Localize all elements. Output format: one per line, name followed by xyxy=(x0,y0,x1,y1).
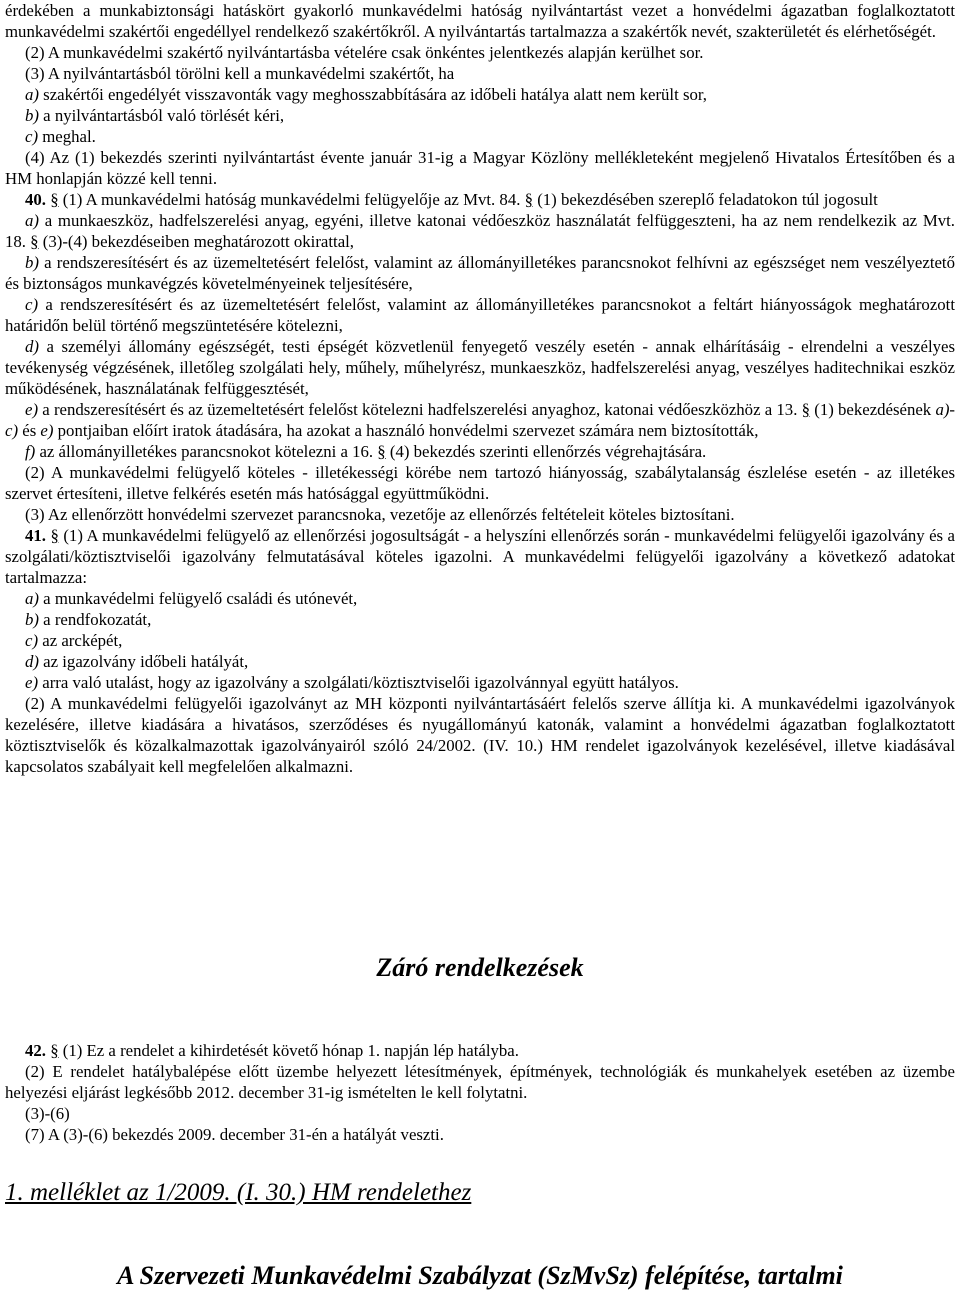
section-41 xyxy=(5,525,955,588)
list-item xyxy=(5,651,955,672)
item-text: a személyi állomány egészségét, testi épségét közvetlenül fenyegető veszély esetén - annak elhárításáig - elrendelni a veszélyes tevékenység végzésének, illetőleg szolgálati hely, műhely, műhelyrész, munkaeszköz, hadfelszerelési anyag, veszélyes haditechnikai eszköz működésének, használatának felfüggesztését, xyxy=(5,337,955,398)
section-sign[interactable]: § xyxy=(801,400,811,419)
paragraph: (2) E rendelet hatálybalépése előtt üzembe helyezett létesítmények, építmények, technológiák és munkahelyek esetében az üzembe helyezési eljárást legkésőbb 2012. december 31-ig ismételten le kell folytatni. xyxy=(5,1062,955,1102)
item-text: az állományilletékes parancsnokot kötelezni a 16. xyxy=(35,442,378,461)
list-item xyxy=(5,336,955,399)
section-text: (1) A munkavédelmi hatóság munkavédelmi felügyelője az Mvt. 84. xyxy=(58,190,525,209)
item-label: a) xyxy=(25,85,39,104)
list-item xyxy=(5,210,955,252)
item-text: a rendszeresítésért és az üzemeltetésért felelőst, valamint az állományilletékes parancsnokot a feltárt hiányosságok meghatározott határidőn belül történő megszüntetésére kötelezni, xyxy=(5,295,955,335)
paragraph xyxy=(5,1040,955,1061)
item-text: (4) bekezdés szerinti ellenőrzés végrehajtására. xyxy=(385,442,707,461)
section-number: 40. xyxy=(25,190,46,209)
section-42 xyxy=(5,1040,955,1145)
section-sign[interactable]: § xyxy=(524,190,533,209)
list-item xyxy=(5,84,955,105)
list-item xyxy=(5,588,955,609)
item-label: b) xyxy=(25,253,39,272)
paragraph: (3) Az ellenőrzött honvédelmi szervezet parancsnoka, vezetője az ellenőrzés feltételeit köteles biztosítani. xyxy=(25,505,735,524)
item-label: a) xyxy=(25,589,39,608)
section-text: (1) Ez a rendelet a kihirdetését követő hónap 1. napján lép hatályba. xyxy=(58,1041,519,1060)
item-text: a munkavédelmi felügyelő családi és utónevét, xyxy=(38,589,358,608)
section-number: 42. xyxy=(25,1041,46,1060)
section-text: (1) bekezdésében szereplő feladatokon túl jogosult xyxy=(533,190,878,209)
item-text: a rendfokozatát, xyxy=(38,610,152,629)
item-text: szakértői engedélyét visszavonták vagy meghosszabbítására az időbeli hatálya alatt nem került sor, xyxy=(38,85,707,104)
list-item xyxy=(5,609,955,630)
section-text: (1) A munkavédelmi felügyelő az ellenőrzési jogosultságát - a helyszíni ellenőrzés során - munkavédelmi felügyelői igazolvány és a szolgálati/köztisztviselői igazolvány felmutatásával köteles igazolni. A munkavédelmi felügyelői igazolvány a következő adatokat tartalmazza: xyxy=(5,526,955,587)
paragraph: (7) A (3)-(6) bekezdés 2009. december 31-én a hatályát veszti. xyxy=(25,1125,444,1144)
item-text: pontjaiban előírt iratok átadására, ha azokat a használó honvédelmi szervezet számára nem biztosították, xyxy=(53,421,759,440)
item-text: meghal. xyxy=(38,127,96,146)
item-text: az igazolvány időbeli hatályát, xyxy=(38,652,249,671)
section-sign[interactable]: § xyxy=(30,232,39,251)
section-sign[interactable]: § xyxy=(50,190,59,209)
annex-heading: A Szervezeti Munkavédelmi Szabályzat (SzMvSz) felépítése, tartalmi xyxy=(117,1261,843,1290)
item-text: (3)-(4) bekezdéseiben meghatározott okirattal, xyxy=(38,232,354,251)
annex-title-link[interactable]: 1. melléklet az 1/2009. (I. 30.) HM rendelethez xyxy=(5,1179,472,1206)
item-text: az arcképét, xyxy=(38,631,123,650)
item-label: c) xyxy=(25,295,39,314)
item-text: a nyilvántartásból való törlését kéri, xyxy=(38,106,285,125)
item-label: c) xyxy=(25,631,39,650)
section-sign[interactable]: § xyxy=(50,1041,59,1060)
item-label: b) xyxy=(25,106,39,125)
paragraph: (3) A nyilvántartásból törölni kell a munkavédelmi szakértőt, ha xyxy=(25,64,455,83)
list-item xyxy=(5,630,955,651)
item-ref: e) xyxy=(40,421,54,440)
item-text: (1) bekezdésének xyxy=(810,400,936,419)
item-label: e) xyxy=(25,673,39,692)
section-sign[interactable]: § xyxy=(377,442,386,461)
item-label: e) xyxy=(25,400,39,419)
item-text: arra való utalást, hogy az igazolvány a szolgálati/köztisztviselői igazolvánnyal együtt hatályos. xyxy=(38,673,679,692)
paragraph: (3)-(6) xyxy=(25,1104,70,1123)
section-sign[interactable]: § xyxy=(50,526,59,545)
list-item xyxy=(5,399,955,441)
paragraph: érdekében a munkabiztonsági hatáskört gyakorló munkavédelmi hatóság nyilvántartást vezet a honvédelmi ágazatban foglalkoztatott munkavédelmi szakértői engedéllyel rendelkező szakértőkről. A nyilvántartás tartalmazza a szakértők nevét, szakterületét és elérhetőségét. xyxy=(5,1,955,41)
list-item xyxy=(5,672,955,693)
section-40 xyxy=(5,189,955,210)
item-label: c) xyxy=(25,127,39,146)
document-page xyxy=(5,0,956,1290)
list-item xyxy=(5,294,955,336)
section-heading-closing: Záró rendelkezések xyxy=(376,953,584,982)
item-text: a munkaeszköz, hadfelszerelési anyag, egyéni, illetve katonai védőeszköz használatát felfüggeszteni, ha az nem rendelkezik az Mvt. 18. xyxy=(5,211,955,251)
section-number: 41. xyxy=(25,526,46,545)
item-ref: a)-c) xyxy=(5,400,956,440)
list-item xyxy=(5,105,955,126)
paragraph: (4) Az (1) bekezdés szerinti nyilvántartást évente január 31-ig a Magyar Közlöny mellékleteként megjelenő Hivatalos Értesítőben és a HM honlapján közzé kell tenni. xyxy=(5,148,955,188)
item-text: a rendszeresítésért és az üzemeltetésért felelőst, valamint az állományilletékes parancsnokot felhívni az egészséget nem veszélyeztető és biztonságos munkavégzés követelményeinek teljesítésére, xyxy=(5,253,955,293)
list-item xyxy=(5,252,955,294)
item-label: f) xyxy=(25,442,36,461)
list-item xyxy=(5,126,955,147)
paragraph: (2) A munkavédelmi felügyelő köteles - illetékességi körébe nem tartozó hiányosság, szabálytalanság észlelése esetén - az illetékes szervet értesíteni, illetve felkérés esetén más hatósággal együttműködni. xyxy=(5,463,955,503)
item-label: a) xyxy=(25,211,39,230)
paragraph: (2) A munkavédelmi szakértő nyilvántartásba vételére csak önkéntes jelentkezés alapján kerülhet sor. xyxy=(25,43,704,62)
item-label: d) xyxy=(25,337,39,356)
item-text: és xyxy=(18,421,41,440)
item-label: b) xyxy=(25,610,39,629)
item-text: a rendszeresítésért és az üzemeltetésért felelőst kötelezni hadfelszerelési anyaghoz, katonai védőeszközhöz a 13. xyxy=(38,400,802,419)
item-label: d) xyxy=(25,652,39,671)
paragraph: (2) A munkavédelmi felügyelői igazolványt az MH központi nyilvántartásáért felelős szerve állítja ki. A munkavédelmi igazolványok kezelésére, illetve kiadására a hivatásos, szerződéses és nyugállományú katonák, valamint a honvédelmi ágazatban foglalkoztatott köztisztviselők és közalkalmazottak igazolványairól szóló 24/2002. (IV. 10.) HM rendelet igazolványok kezelésével, illetve kiadásával kapcsolatos szabályait kell megfelelően alkalmazni. xyxy=(5,694,955,776)
list-item xyxy=(5,441,955,462)
